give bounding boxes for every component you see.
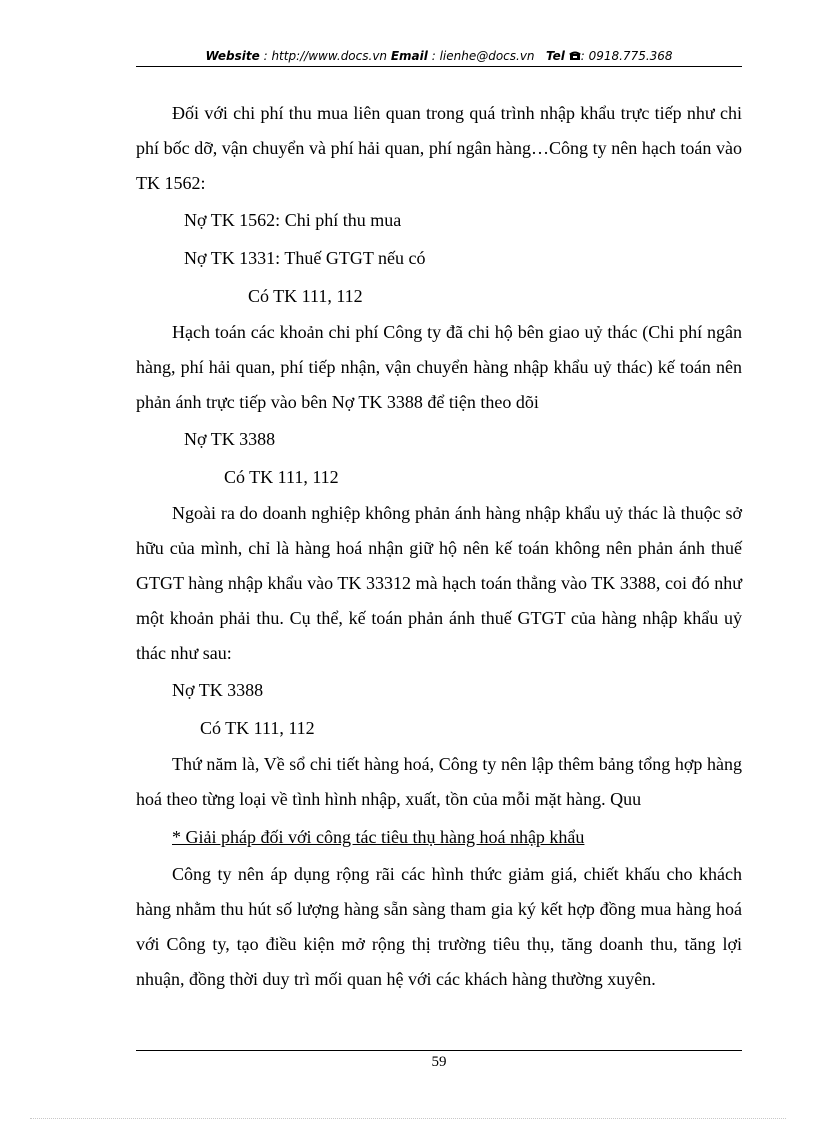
website-label: Website <box>205 49 260 63</box>
document-body <box>136 96 742 997</box>
entry-credit-111-112: Có TK 111, 112 <box>224 467 339 487</box>
page-bottom-border <box>30 1118 786 1119</box>
paragraph-vat-entrusted: Ngoài ra do doanh nghiệp không phản ánh hàng nhập khẩu uỷ thác là thuộc sở hữu của mình, chỉ là hàng hoá nhận giữ hộ nên kế toán không nên phản ánh thuế GTGT hàng nhập khẩu vào TK 33312 mà hạch toán thẳng vào TK 3388, coi đó như một khoản phải thu. Cụ thể, kế toán phản ánh thuế GTGT của hàng nhập khẩu uỷ thác như sau: <box>136 503 742 663</box>
entry-debit-1562: Nợ TK 1562: Chi phí thu mua <box>184 210 402 230</box>
section-heading: * Giải pháp đối với công tác tiêu thụ hàng hoá nhập khẩu <box>172 827 585 847</box>
paragraph-entrusted-costs: Hạch toán các khoản chi phí Công ty đã chi hộ bên giao uỷ thác (Chi phí ngân hàng, phí hải quan, phí tiếp nhận, vận chuyển hàng nhập khẩu uỷ thác) kế toán nên phản ánh trực tiếp vào bên Nợ TK 3388 để tiện theo dõi <box>136 322 742 412</box>
entry-debit-1331: Nợ TK 1331: Thuế GTGT nếu có <box>184 248 426 268</box>
website-url: http://www.docs.vn <box>271 49 388 63</box>
paragraph-inventory-ledger: Thứ năm là, Về sổ chi tiết hàng hoá, Công ty nên lập thêm bảng tổng hợp hàng hoá theo từng loại về tình hình nhập, xuất, tồn của mỗi mặt hàng. Quu <box>136 754 742 809</box>
phone-icon <box>569 50 581 61</box>
email-label: Email <box>390 49 428 63</box>
paragraph-sales-solution: Công ty nên áp dụng rộng rãi các hình thức giảm giá, chiết khấu cho khách hàng nhằm thu hút số lượng hàng sẵn sàng tham gia ký kết hợp đồng mua hàng hoá với Công ty, tạo điều kiện mở rộng thị trường tiêu thụ, tăng doanh thu, tăng lợi nhuận, đồng thời duy trì mối quan hệ với các khách hàng thường xuyên. <box>136 864 742 989</box>
footer-divider <box>136 1050 742 1051</box>
paragraph-import-costs: Đối với chi phí thu mua liên quan trong quá trình nhập khẩu trực tiếp như chi phí bốc dỡ, vận chuyển và phí hải quan, phí ngân hàng…Công ty nên hạch toán vào TK 1562: <box>136 103 742 193</box>
entry-debit-3388: Nợ TK 3388 <box>184 429 276 449</box>
entry-credit-111-112: Có TK 111, 112 <box>200 718 315 738</box>
tel-label: Tel <box>546 49 565 63</box>
entry-debit-3388: Nợ TK 3388 <box>172 680 264 700</box>
email-address: lienhe@docs.vn <box>439 49 535 63</box>
header-divider <box>136 66 742 67</box>
tel-number: 0918.775.368 <box>588 49 673 63</box>
entry-credit-111-112: Có TK 111, 112 <box>248 286 363 306</box>
page-number: 59 <box>431 1054 447 1070</box>
page-header: Website : http://www.docs.vn Email : lienhe@docs.vn Tel : 0918.775.368 <box>205 49 673 63</box>
